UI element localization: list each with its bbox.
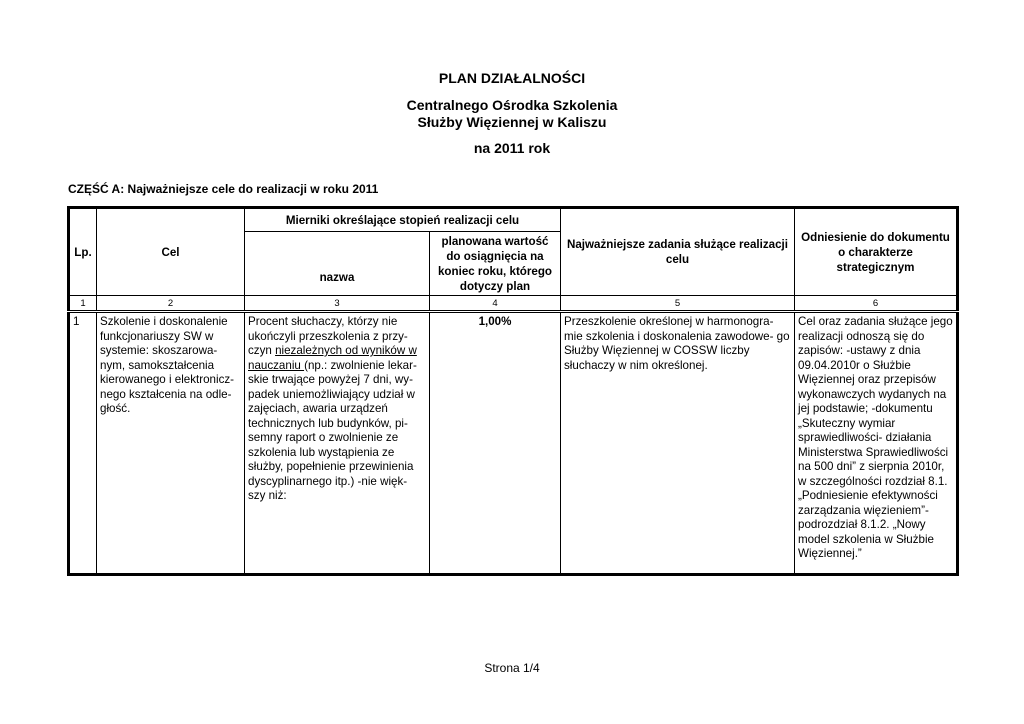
header-nazwa: nazwa (245, 232, 430, 296)
header-odniesienie: Odniesienie do dokumentu o charakterze strategicznym (795, 208, 958, 296)
section-title: CZĘŚĆ A: Najważniejsze cele do realizacji w roku 2011 (68, 182, 379, 196)
page-number: Strona 1/4 (484, 661, 540, 675)
column-numbers-row (69, 296, 958, 312)
table-row (69, 312, 958, 575)
goals-table (67, 206, 959, 576)
nazwa-text-1: Procent słuchaczy, którzy nie ukończyli przeszkolenia z przy- czyn (248, 315, 408, 357)
header-mierniki: Mierniki określające stopień realizacji celu (245, 208, 561, 232)
document-title: PLAN DZIAŁALNOŚCI (438, 70, 586, 86)
column-number: 6 (795, 296, 958, 312)
cell-odniesienie: Cel oraz zadania służące jego realizacji odnoszą się do zapisów: -ustawy z dnia 09.04.2010r o Służbie Więziennej oraz przepisów wykonawczych wydanych na jej podstawie; -dokumentu „Skuteczny wymiar sprawiedliwości- działania Ministerstwa Sprawiedliwości na 500 dni” z sierpnia 2010r, w szczególności rozdział 8.1. „Podniesienie efektywności zarządzania więzieniem”- podrozdział 8.1.2. „Nowy model szkolenia w Służbie Więziennej.” (795, 312, 958, 575)
cell-cel: Szkolenie i doskonalenie funkcjonariuszy SW w systemie: skoszarowa- nym, samokształcenia kierowanego i elektronicz- nego kształcenia na odle- głość. (97, 312, 245, 575)
nazwa-text-2: (np.: zwolnienie lekar- skie trwające powyżej 7 dni, wy- padek uniemożliwiający udział w zajęciach, awaria urządzeń technicznych lub budynków, pi- semny raport o zwolnienie ze szkolenia lub wystąpienia ze służby, popełnienie przewinienia dyscyplinarnego itp.) -nie więk- szy niż: (248, 358, 417, 502)
cell-zadania: Przeszkolenie określonej w harmonogra- mie szkolenia i doskonalenia zawodowe- go Służby Więziennej w COSSW liczby słuchaczy w nim określonej. (561, 312, 795, 575)
cell-lp: 1 (69, 312, 97, 575)
column-number: 4 (430, 296, 561, 312)
header-cel: Cel (97, 208, 245, 296)
organization-line-2: Służby Więziennej w Kaliszu (417, 114, 607, 130)
organization-name (0, 97, 1024, 131)
cell-nazwa (245, 312, 430, 575)
nazwa-underlined-text: niezależnych od wyników w nauczaniu (248, 344, 417, 372)
plan-year: na 2011 rok (473, 140, 551, 156)
column-number: 3 (245, 296, 430, 312)
column-number: 1 (69, 296, 97, 312)
header-planowana-wartosc: planowana wartość do osiągnięcia na koniec roku, którego dotyczy plan (430, 232, 561, 296)
column-number: 2 (97, 296, 245, 312)
column-number: 5 (561, 296, 795, 312)
cell-wartosc: 1,00% (430, 312, 561, 575)
header-zadania: Najważniejsze zadania służące realizacji celu (561, 208, 795, 296)
header-lp: Lp. (69, 208, 97, 296)
organization-line-1: Centralnego Ośrodka Szkolenia (406, 97, 618, 113)
